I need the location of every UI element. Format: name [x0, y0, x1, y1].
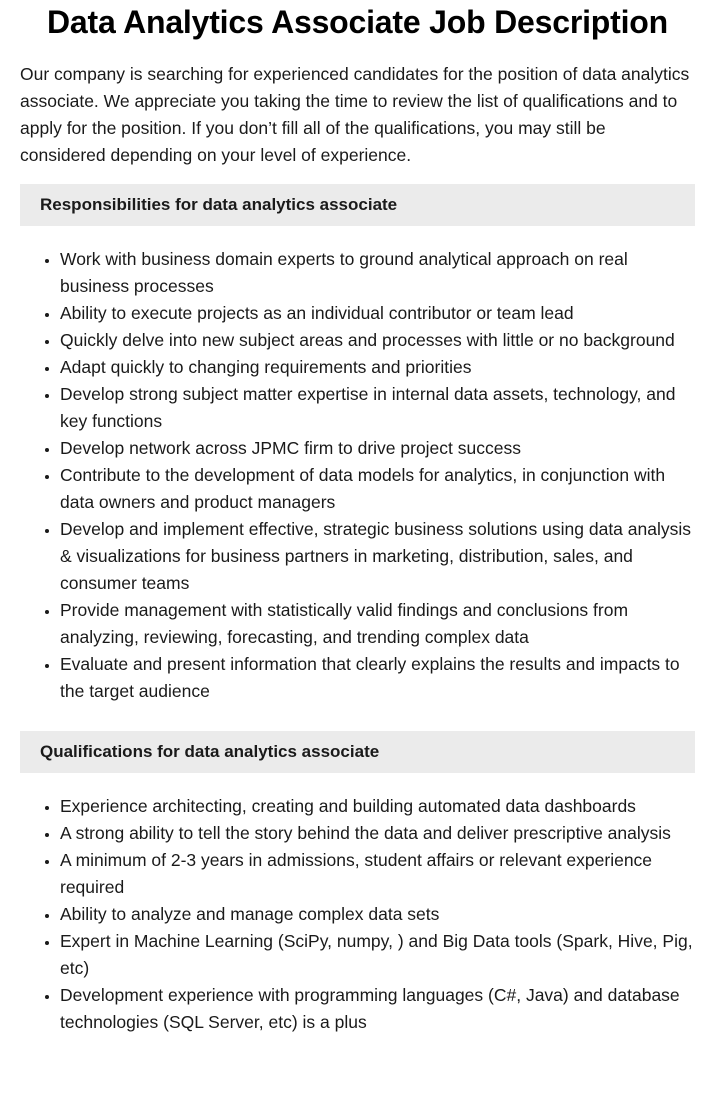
- responsibilities-list: [20, 246, 695, 705]
- page-title: Data Analytics Associate Job Description: [47, 4, 668, 40]
- responsibilities-heading: [20, 184, 695, 226]
- list-item: • Contribute to the development of data models for analytics, in conjunction with data owners and product managers: [60, 462, 695, 516]
- list-item: • A strong ability to tell the story behind the data and deliver prescriptive analysis: [60, 820, 695, 847]
- list-item: • Development experience with programming languages (C#, Java) and database technologies (SQL Server, etc) is a plus: [60, 982, 695, 1036]
- list-item: • Adapt quickly to changing requirements and priorities: [60, 354, 695, 381]
- qualifications-heading: [20, 731, 695, 773]
- list-item: • Expert in Machine Learning (SciPy, numpy, ) and Big Data tools (Spark, Hive, Pig, etc): [60, 928, 695, 982]
- list-item: • A minimum of 2-3 years in admissions, student affairs or relevant experience required: [60, 847, 695, 901]
- intro-paragraph: Our company is searching for experienced candidates for the position of data analytics associate. We appreciate you taking the time to review the list of qualifications and to apply for the position. If you don’t fill all of the qualifications, you may still be considered depending on your level of experience.: [20, 64, 690, 165]
- list-item: • Quickly delve into new subject areas and processes with little or no background: [60, 327, 695, 354]
- list-item: • Develop and implement effective, strategic business solutions using data analysis & visualizations for business partners in marketing, distribution, sales, and consumer teams: [60, 516, 695, 597]
- list-item: • Evaluate and present information that clearly explains the results and impacts to the target audience: [60, 651, 695, 705]
- list-item: • Experience architecting, creating and building automated data dashboards: [60, 793, 695, 820]
- list-item: • Develop network across JPMC firm to drive project success: [60, 435, 695, 462]
- list-item: • Work with business domain experts to ground analytical approach on real business processes: [60, 246, 695, 300]
- section-spacer: [20, 705, 695, 716]
- responsibilities-heading-text: Responsibilities for data analytics associate: [40, 195, 398, 214]
- list-item: • Develop strong subject matter expertise in internal data assets, technology, and key functions: [60, 381, 695, 435]
- list-item: • Ability to execute projects as an individual contributor or team lead: [60, 300, 695, 327]
- list-item: • Ability to analyze and manage complex data sets: [60, 901, 695, 928]
- qualifications-heading-text: Qualifications for data analytics associate: [40, 742, 380, 761]
- qualifications-list: [20, 793, 695, 1036]
- list-item: • Provide management with statistically valid findings and conclusions from analyzing, reviewing, forecasting, and trending complex data: [60, 597, 695, 651]
